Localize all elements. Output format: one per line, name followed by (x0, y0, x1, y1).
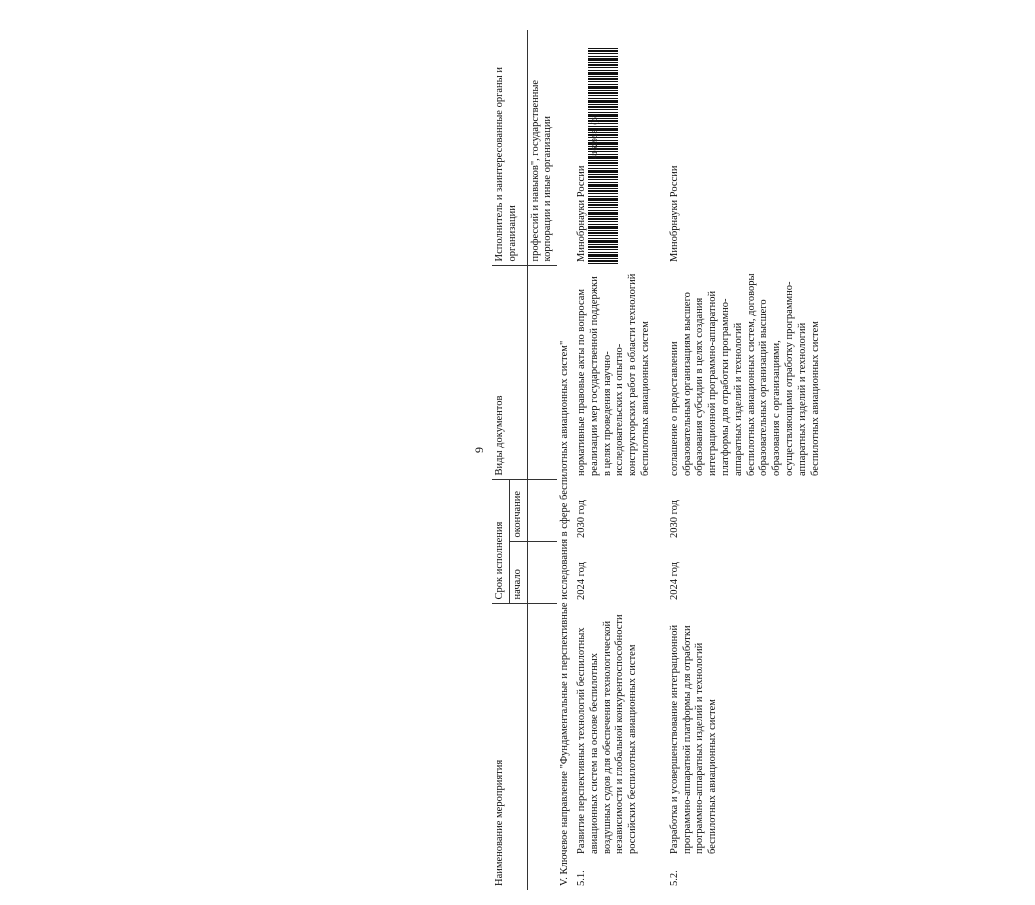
row-end: 2030 год (575, 500, 587, 538)
page-number: 9 (472, 447, 486, 453)
section-row (557, 30, 574, 890)
row-number: 5.1. (575, 870, 587, 886)
header-row (492, 30, 509, 890)
action-plan-table (492, 30, 824, 890)
row-docs: нормативные правовые акты по вопросам реализации мер государственной поддержки в целях проведения научно-исследовательских и опытно-конструкторских работ в области технологий беспилотных авиационных систем (575, 273, 651, 476)
row-docs: соглашение о предоставлении образовательным организациям высшего образования субсидии в целях создания интеграционной программно-аппаратной платформы для отработки программно-аппаратных изделий и технологий беспилотных авиационных систем, договоры образовательных организаций высшего образования с организациями, осуществляющими отработку программно-аппаратных изделий и технологий беспилотных авиационных систем (668, 273, 821, 476)
header-end: окончание (509, 480, 527, 542)
section-title: V. Ключевое направление "Фундаментальные и перспективные исследования в сфере беспилотных авиационных систем" (559, 340, 571, 886)
row-name: Развитие перспективных технологий беспилотных авиационных систем на основе беспилотных воздушных судов для обеспечения технологической независимости и глобальной конкурентоспособности российских беспилотных авиационных систем (575, 614, 639, 854)
header-executor: Исполнитель и заинтересованные органы и организации (492, 30, 527, 266)
row-executor: Минобрнауки России (575, 165, 587, 262)
row-name: Разработка и усовершенствование интеграционной программно-аппаратной платформы для отработки программно-аппаратных изделий и технологий беспилотных авиационных систем (668, 624, 719, 854)
header-name: Наименование мероприятия (492, 604, 527, 890)
row-executor: Минобрнауки России (668, 165, 680, 262)
header-term: Срок исполнения (492, 480, 509, 604)
continuation-row (527, 30, 557, 890)
row-start: 2024 год (668, 562, 680, 600)
row-number: 5.2. (668, 870, 680, 886)
table-row (667, 30, 825, 890)
barcode-number: 4162953 (6) (592, 112, 600, 160)
row-end: 2030 год (668, 500, 680, 538)
header-docs: Виды документов (492, 266, 527, 480)
continuation-executor: профессий и навыков", государственные корпорации и иные организации (527, 30, 557, 266)
row-start: 2024 год (575, 562, 587, 600)
header-start: начало (509, 542, 527, 604)
rotated-sheet (470, 30, 1035, 890)
